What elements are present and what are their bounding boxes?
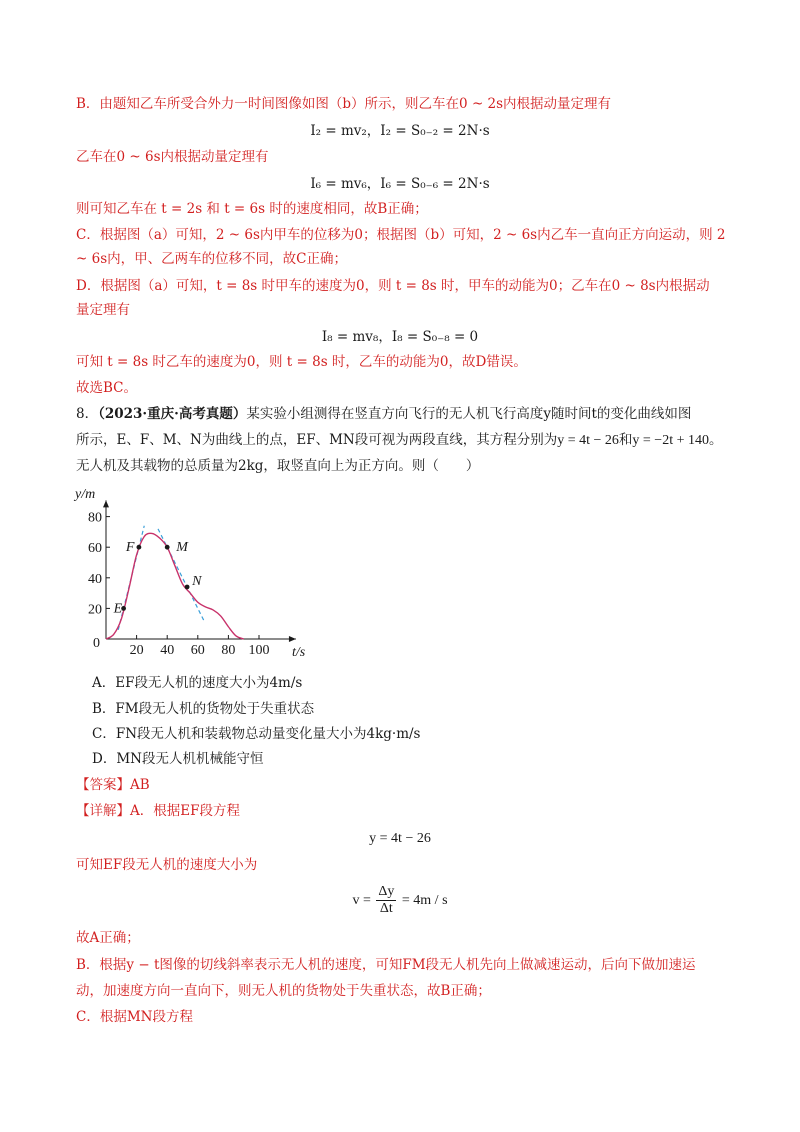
point-label-F: F: [125, 540, 135, 556]
x-tick-label: 60: [190, 643, 205, 658]
option-c: C．FN段无人机和装载物总动量变化量大小为4kg·m/s: [92, 726, 421, 742]
y-axis-arrow: [103, 500, 109, 507]
solution-c-line-2: ~ 6s内，甲、乙两车的位移不同，故C正确；: [76, 251, 347, 267]
velocity-fraction: [376, 884, 396, 917]
point-label-M: M: [176, 540, 188, 556]
question-line-1: [76, 404, 691, 424]
x-tick-label: 100: [248, 643, 270, 658]
question-and: 和: [618, 432, 633, 448]
analysis-label: 【详解】: [76, 803, 130, 819]
answer-label: 【答案】: [76, 777, 130, 793]
y-tick-label: 80: [88, 510, 102, 526]
equation-mn: y = −2t + 140: [632, 433, 709, 448]
solution-d-line-1: D．根据图（a）可知，t = 8s 时甲车的速度为0，则 t = 8s 时，甲车的动能为0；乙车在0 ~ 8s内根据动: [76, 278, 710, 294]
x-tick-label: 80: [221, 643, 236, 658]
velocity-lhs: v =: [352, 893, 371, 908]
analysis-b-line-1: B．根据y − t图像的切线斜率表示无人机的速度，可知FM段无人机先向上做减速运动，后向下做加速运: [76, 957, 696, 973]
solution-d-line-2: 量定理有: [76, 302, 130, 318]
question-line-3: 无人机及其载物的总质量为2kg，取竖直向上为正方向。则（ ）: [76, 458, 480, 474]
answer-value: AB: [130, 777, 150, 793]
solution-b-mid: 乙车在0 ~ 6s内根据动量定理有: [76, 149, 269, 165]
question-line-2: [76, 430, 722, 451]
point-M: [165, 545, 170, 550]
x-axis-arrow: [289, 636, 296, 642]
chart-svg: [70, 486, 310, 664]
y-axis-label: y/m: [75, 487, 96, 502]
y-tick-label: 40: [88, 571, 102, 587]
velocity-formula: [0, 884, 800, 918]
question-stem-2: 所示，E、F、M、N为曲线上的点，EF、MN段可视为两段直线，其方程分别为: [76, 432, 558, 448]
answer-line: [76, 775, 150, 795]
velocity-numerator: Δy: [378, 884, 395, 900]
origin-label: 0: [93, 636, 100, 651]
analysis-line-1: [76, 801, 240, 821]
x-tick-label: 20: [129, 643, 144, 658]
height-time-chart: [70, 486, 310, 664]
analysis-a-mid: 可知EF段无人机的速度大小为: [76, 857, 258, 873]
solution-b-equation-2: I₆ = mv₆，I₆ = S₀₋₆ = 2N·s: [310, 176, 490, 192]
solution-c-line-1: C．根据图（a）可知，2 ~ 6s内甲车的位移为0；根据图（b）可知，2 ~ 6s内乙车一直向正方向运动，则 2: [76, 227, 726, 243]
option-d: D．MN段无人机机械能守恒: [92, 751, 264, 767]
x-tick-label: 40: [160, 643, 175, 658]
velocity-rhs: = 4m / s: [401, 893, 448, 908]
y-tick-label: 20: [88, 602, 102, 618]
solution-d-conclusion: 可知 t = 8s 时乙车的速度为0，则 t = 8s 时，乙车的动能为0，故D错误。: [76, 354, 527, 370]
point-label-N: N: [192, 573, 202, 589]
solution-b-intro: B．由题知乙车所受合外力一时间图像如图（b）所示，则乙车在0 ~ 2s内根据动量定理有: [76, 96, 612, 112]
question-source: （2023·重庆·高考真题）: [98, 406, 247, 422]
point-F: [136, 545, 141, 550]
equation-ef: y = 4t − 26: [557, 433, 619, 448]
option-a: A．EF段无人机的速度大小为4m/s: [92, 675, 303, 691]
analysis-a-conclusion: 故A正确；: [76, 930, 140, 946]
question-end: 。: [708, 432, 723, 448]
point-label-E: E: [113, 601, 123, 617]
analysis-c-intro: C．根据MN段方程: [76, 1009, 193, 1025]
analysis-b-line-2: 动，加速度方向一直向下，则无人机的货物处于失重状态，故B正确；: [76, 983, 491, 999]
option-b: B．FM段无人机的货物处于失重状态: [92, 701, 315, 717]
question-stem-1: 某实验小组测得在竖直方向飞行的无人机飞行高度y随时间t的变化曲线如图: [246, 406, 692, 422]
velocity-denominator: Δt: [379, 901, 393, 917]
solution-choice: 故选BC。: [76, 380, 138, 396]
solution-d-equation: I₈ = mv₈，I₈ = S₀₋₈ = 0: [321, 329, 479, 345]
question-number: 8．: [76, 406, 99, 422]
x-axis-label: t/s: [291, 645, 306, 660]
y-tick-label: 60: [88, 541, 102, 557]
point-N: [185, 585, 190, 590]
analysis-a-intro: A．根据EF段方程: [130, 803, 240, 819]
solution-b-conclusion: 则可知乙车在 t = 2s 和 t = 6s 时的速度相同，故B正确；: [76, 201, 428, 217]
solution-b-equation-1: I₂ = mv₂，I₂ = S₀₋₂ = 2N·s: [310, 123, 490, 139]
analysis-a-equation: y = 4t − 26: [369, 831, 431, 846]
